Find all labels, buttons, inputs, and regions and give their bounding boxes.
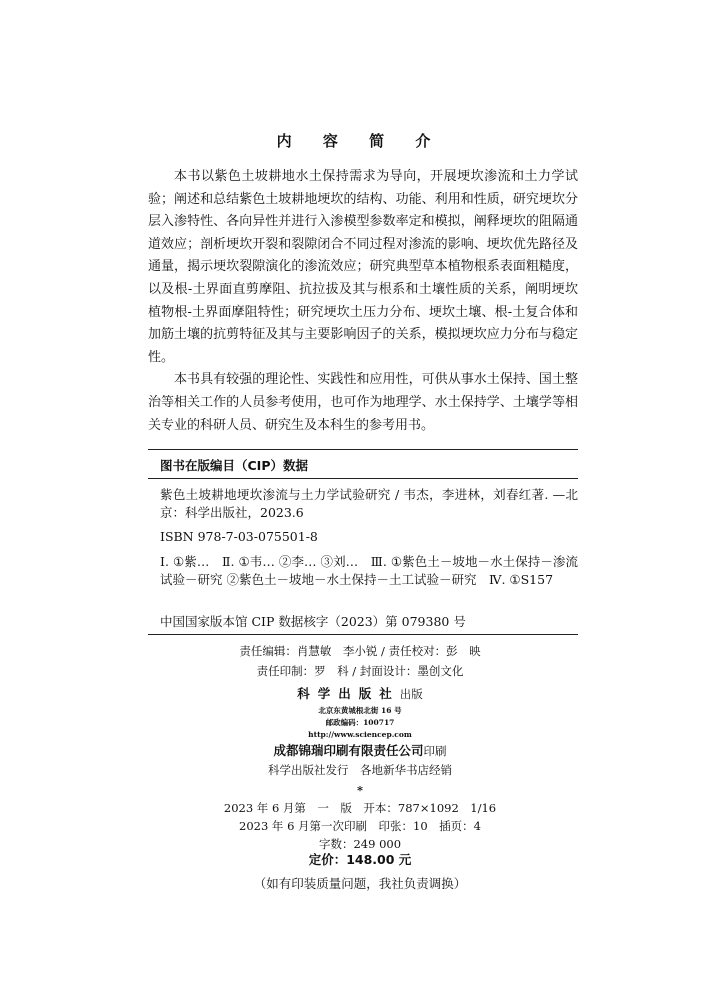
publisher-name: 科学出版社 — [297, 686, 400, 701]
cip-classification: Ⅰ. ①紫… Ⅱ. ①韦… ②李… ③刘… Ⅲ. ①紫色土－坡地－水土保持－渗流试验－研究 ②紫色土－坡地－水土保持－土工试验－研究 Ⅳ. ①S157 — [160, 554, 578, 587]
editors-line: 责任编辑：肖慧敏 李小锐 / 责任校对：彭 映 — [239, 644, 481, 658]
cip-national-record: 中国国家版本馆 CIP 数据核字（2023）第 079380 号 — [160, 614, 466, 629]
quality-notice: （如有印装质量问题，我社负责调换） — [253, 876, 467, 891]
intro-paragraph-2: 本书具有较强的理论性、实践性和应用性，可供从事水土保持、国土整治等相关工作的人员参考使用，也可作为地理学、水土保持学、土壤学等相关专业的科研人员、研究生及本科生的参考用书。 — [148, 372, 578, 433]
cip-bottom-rule — [148, 634, 578, 635]
cip-top-rule — [148, 449, 578, 450]
cip-heading: 图书在版编目（CIP）数据 — [160, 458, 308, 473]
intro-paragraph-1: 本书以紫色土坡耕地水土保持需求为导向，开展埂坎渗流和土力学试验；阐述和总结紫色土坡耕地埂坎的结构、功能、利用和性质，研究埂坎分层入渗特性、各向异性并进行入渗模型参数率定和模拟，阐释埂坎的阻隔通道效应；剖析埂坎开裂和裂隙闭合不同过程对渗流的影响、埂坎优先路径及通量，揭示埂坎裂隙演化的渗流效应；研究典型草本植物根系表面粗糙度，以及根-土界面直剪摩阻、抗拉拔及其与根系和土壤性质的关系，阐明埂坎植物根-土界面摩阻特性；研究埂坎土压力分布、埂坎土壤、根-土复合体和加筋土壤的抗剪特征及其与主要影响因子的关系，模拟埂坎应力分布与稳定性。 — [148, 169, 578, 365]
content-intro — [148, 166, 578, 437]
impression-line: 2023 年 6 月第一次印刷 印张：10 插页：4 — [239, 819, 481, 833]
printer-line — [0, 743, 720, 759]
printing-design-line: 责任印制：罗 科 / 封面设计：墨创文化 — [256, 664, 464, 678]
printer-name: 成都锦瑞印刷有限责任公司 — [273, 743, 424, 758]
distribution-line: 科学出版社发行 各地新华书店经销 — [268, 763, 452, 777]
word-count: 字数：249 000 — [318, 837, 402, 851]
printer-suffix: 印刷 — [423, 744, 447, 758]
publisher-suffix: 出版 — [399, 687, 423, 701]
publisher-website: http://www.sciencep.com — [308, 730, 412, 739]
publisher-line — [0, 686, 720, 702]
edition-line: 2023 年 6 月第 一 版 开本：787×1092 1/16 — [223, 801, 497, 815]
page-title: 内 容 简 介 — [276, 132, 444, 150]
cip-title-line: 紫色土坡耕地埂坎渗流与土力学试验研究 / 韦杰，李进林，刘春红著. —北京：科学出版社，2023.6 — [160, 487, 578, 520]
cip-heading-rule — [148, 478, 578, 479]
publisher-postcode: 邮政编码：100717 — [325, 718, 395, 727]
cip-isbn: ISBN 978-7-03-075501-8 — [160, 529, 318, 544]
price: 定价：148.00 元 — [308, 852, 412, 867]
separator-star: * — [356, 783, 363, 797]
publisher-address: 北京东黄城根北街 16 号 — [318, 706, 402, 715]
